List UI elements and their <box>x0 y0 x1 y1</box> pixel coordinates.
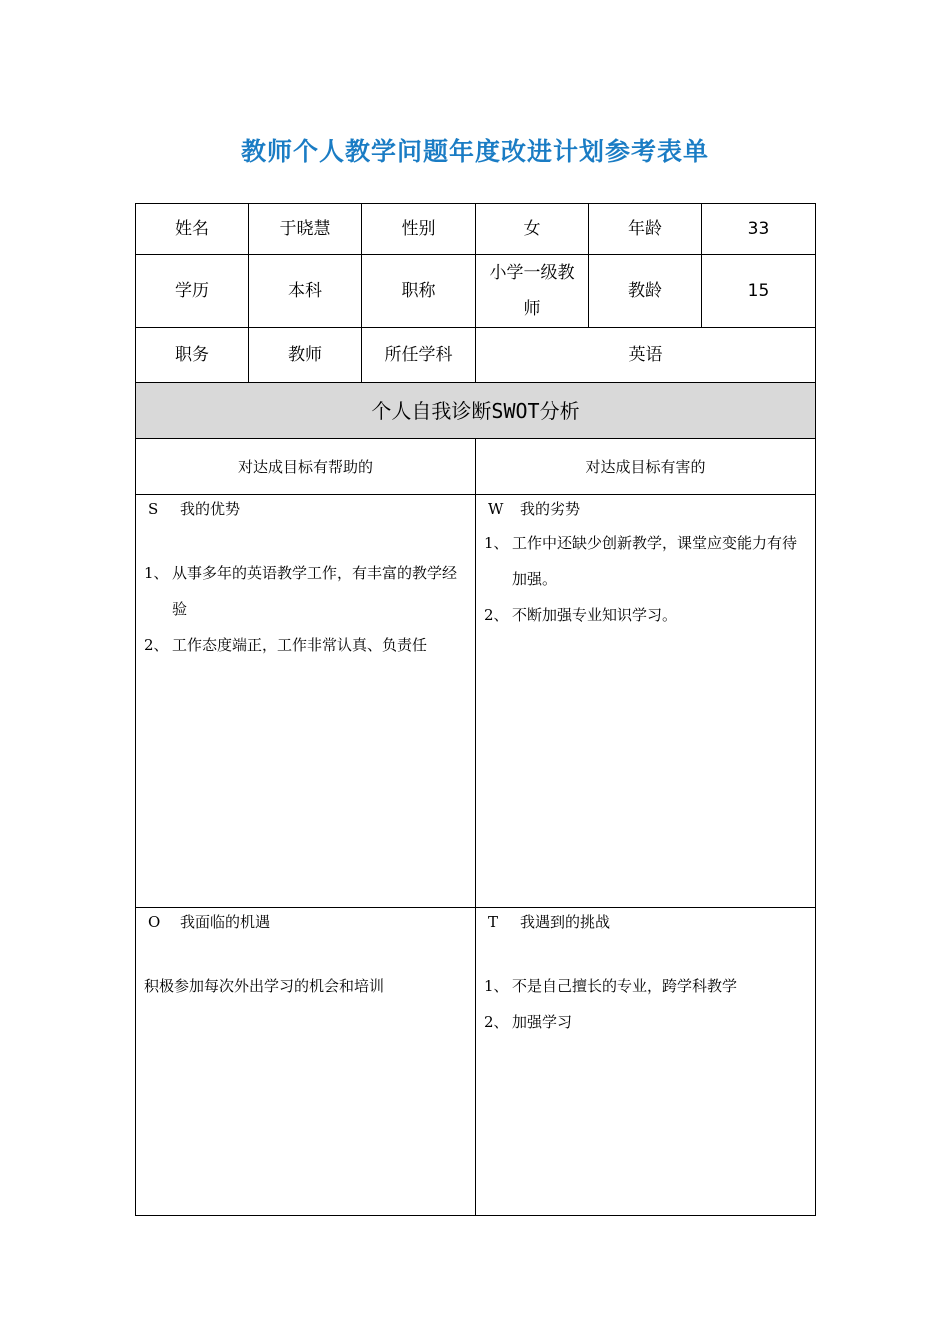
item-number: 1、 <box>484 977 509 995</box>
swot-header: 个人自我诊断SWOT分析 <box>136 383 816 439</box>
item-text: 不断加强专业知识学习。 <box>512 606 678 624</box>
swot-axis-row <box>136 439 816 495</box>
strengths-letter: S <box>148 500 159 518</box>
opportunities-heading <box>144 908 467 938</box>
helpful-label: 对达成目标有帮助的 <box>136 439 476 495</box>
item-text: 工作态度端正，工作非常认真、负责任 <box>172 636 428 654</box>
threats-title: 我遇到的挑战 <box>520 913 611 931</box>
item-text: 加强学习 <box>512 1013 573 1031</box>
weaknesses-heading <box>484 495 807 525</box>
title-value <box>476 255 589 328</box>
age-value: 33 <box>702 204 816 255</box>
strengths-title: 我的优势 <box>180 500 241 518</box>
title-label: 职称 <box>362 255 476 328</box>
item-number: 2、 <box>484 606 509 624</box>
teaching-years-value: 15 <box>702 255 816 328</box>
list-item <box>144 627 467 663</box>
opportunities-letter: O <box>148 913 161 931</box>
position-label: 职务 <box>136 328 249 383</box>
subject-label: 所任学科 <box>362 328 476 383</box>
weaknesses-title: 我的劣势 <box>520 500 581 518</box>
name-value: 于晓慧 <box>249 204 362 255</box>
threats-cell <box>476 908 816 1216</box>
list-item <box>144 555 467 627</box>
list-item <box>484 525 807 597</box>
list-item <box>484 968 807 1004</box>
title-value-line1: 小学一级教 <box>489 263 575 283</box>
swot-sw-row <box>136 495 816 908</box>
opportunities-title: 我面临的机遇 <box>180 913 271 931</box>
info-row-1 <box>136 204 816 255</box>
education-label: 学历 <box>136 255 249 328</box>
gender-value: 女 <box>476 204 589 255</box>
item-text: 从事多年的英语教学工作，有丰富的教学经验 <box>172 564 458 618</box>
swot-header-row <box>136 383 816 439</box>
item-text: 工作中还缺少创新教学，课堂应变能力有待加强。 <box>512 534 798 588</box>
info-row-2 <box>136 255 816 328</box>
gender-label: 性别 <box>362 204 476 255</box>
page-title: 教师个人教学问题年度改进计划参考表单 <box>240 137 709 166</box>
weaknesses-letter: W <box>488 500 504 518</box>
harmful-label: 对达成目标有害的 <box>476 439 816 495</box>
info-row-3 <box>136 328 816 383</box>
weaknesses-cell <box>476 495 816 908</box>
education-value: 本科 <box>249 255 362 328</box>
opportunities-cell <box>136 908 476 1216</box>
item-number: 1、 <box>484 534 509 552</box>
age-label: 年龄 <box>589 204 702 255</box>
opportunities-text: 积极参加每次外出学习的机会和培训 <box>144 977 385 995</box>
threats-heading <box>484 908 807 938</box>
subject-value: 英语 <box>476 328 816 383</box>
item-number: 1、 <box>144 564 169 582</box>
strengths-cell <box>136 495 476 908</box>
teaching-years-label: 教龄 <box>589 255 702 328</box>
title-value-line2: 师 <box>523 299 541 319</box>
name-label: 姓名 <box>136 204 249 255</box>
list-item <box>484 1004 807 1040</box>
item-number: 2、 <box>484 1013 509 1031</box>
strengths-heading <box>144 495 467 525</box>
position-value: 教师 <box>249 328 362 383</box>
threats-letter: T <box>488 913 499 931</box>
list-item <box>484 597 807 633</box>
swot-ot-row <box>136 908 816 1216</box>
item-number: 2、 <box>144 636 169 654</box>
teacher-form-table <box>135 203 816 1216</box>
item-text: 不是自己擅长的专业，跨学科教学 <box>512 977 738 995</box>
